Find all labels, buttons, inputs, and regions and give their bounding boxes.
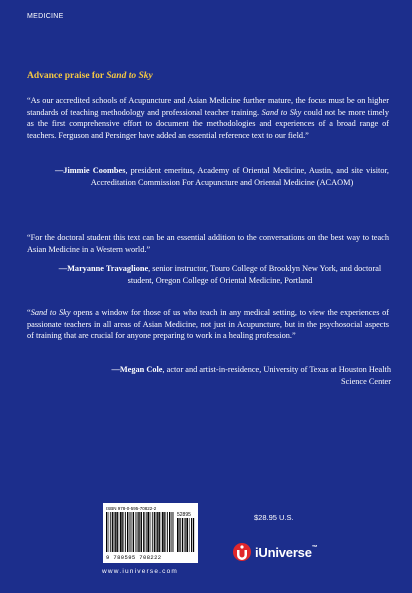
quote-1-attribution: —Jimmie Coombes, president emeritus, Academy of Oriental Medicine, Austin, and site visitor, Accreditation Commission For Acupuncture and Oriental Medicine (ACAOM): [55, 166, 389, 187]
advance-praise-heading: Advance praise for Sand to Sky: [27, 71, 153, 81]
quote-3: “Sand to Sky opens a window for those of us who teach in any medical setting, to view the experiences of passionate teachers in all areas of Asian Medicine, not just in Acupuncture, but in the psychosocial aspects of training that are crucial for anyone preparing to work in a healing profession.”: [27, 308, 389, 341]
isbn-label: ISBN 978-0-595-70822-2: [106, 506, 157, 511]
publisher-name: iUniverse™: [255, 544, 318, 560]
quote-2-attribution: —Maryanne Travaglione, senior instructor, Touro College of Brooklyn New York, and doctoral student, Oregon College of Oriental Medicine, Portland: [58, 264, 382, 285]
iuniverse-logo-icon: [232, 542, 252, 562]
price: $28.95 U.S.: [254, 513, 294, 522]
book-title: Sand to Sky: [106, 71, 153, 81]
quote-1: “As our accredited schools of Acupuncture and Asian Medicine further mature, the focus must be on higher standards of teaching methodology and professional teacher training. Sand to Sky could not be more timely as the first comprehensive effort to document the methodologies and experiences of a broad range of teachers. Ferguson and Persinger have added an essential reference text to our field.”: [27, 96, 389, 140]
barcode: [103, 503, 198, 563]
quote-2: “For the doctoral student this text can be an essential addition to the conversations on the best way to teach Asian Medicine in a Western world.”: [27, 233, 389, 254]
barcode-addon-bars: [177, 518, 195, 552]
quote-3-attribution: —Megan Cole, actor and artist-in-residence, University of Texas at Houston Health Science Center: [111, 365, 391, 386]
publisher-logo: [232, 540, 318, 564]
publisher-url: www.iuniverse.com: [102, 568, 179, 575]
barcode-digits: 9 780595 708222: [106, 554, 162, 561]
category-label: MEDICINE: [27, 13, 64, 20]
barcode-bars: [106, 512, 174, 552]
barcode-addon-number: 52895: [177, 512, 191, 518]
